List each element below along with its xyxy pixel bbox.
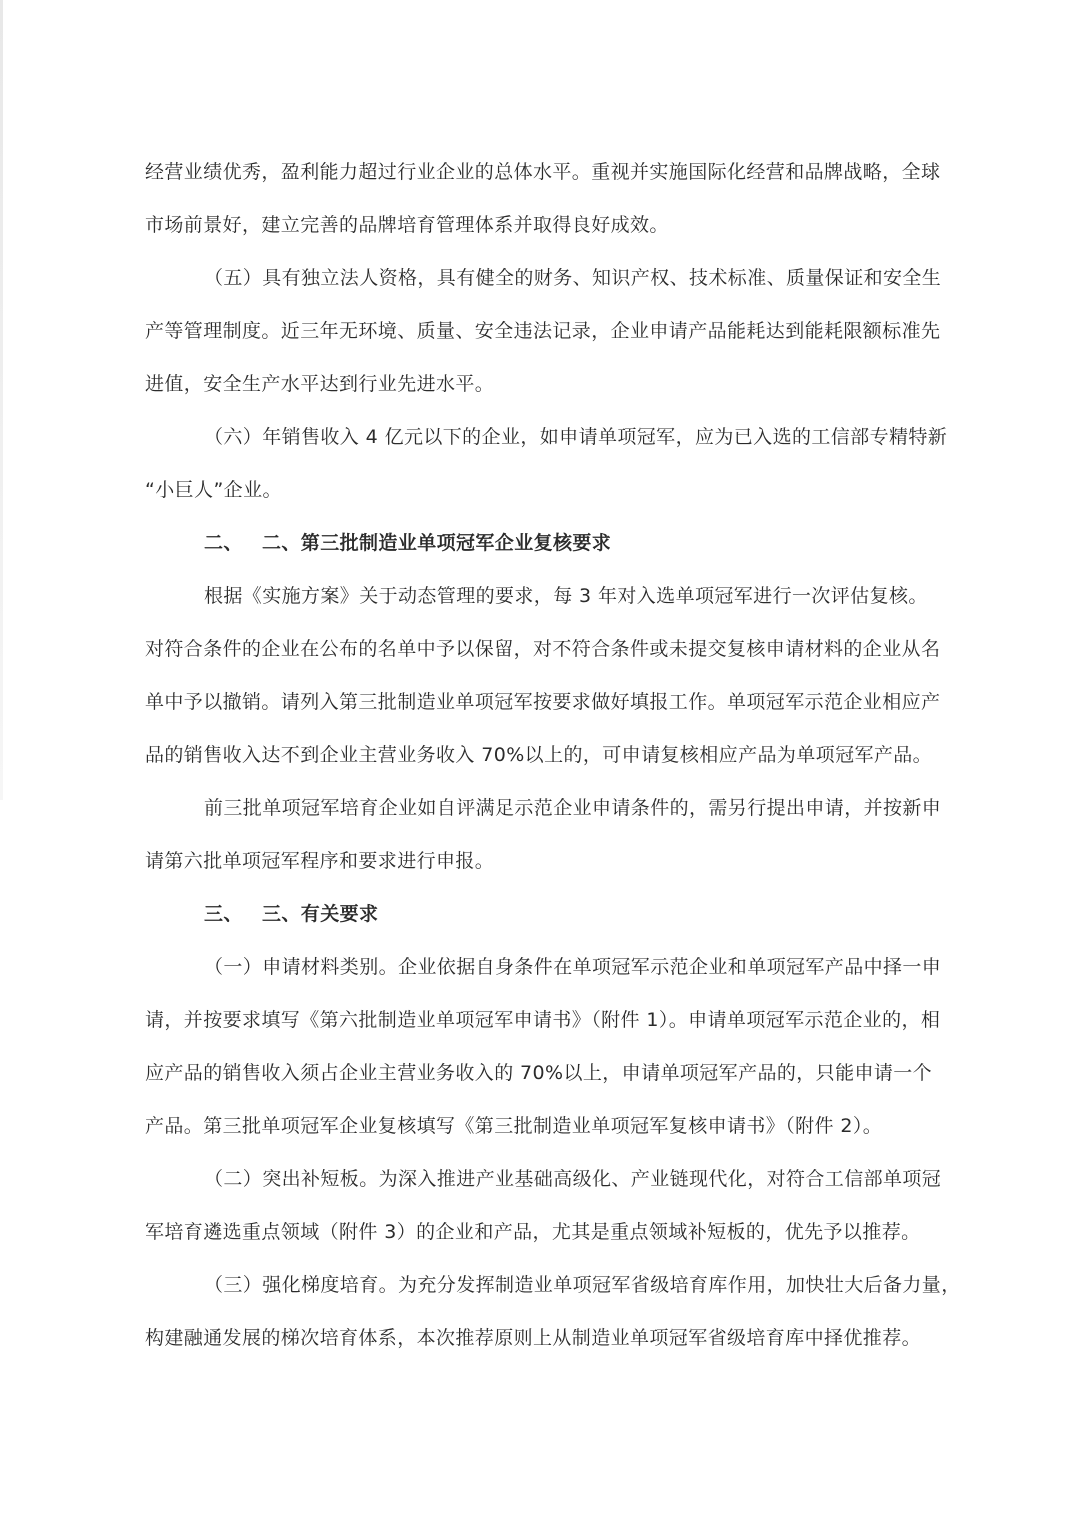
paragraph-2-line-2: 产等管理制度。近三年无环境、质量、安全违法记录，企业申请产品能耗达到能耗限额标准先 [145,320,941,342]
section-heading-3 [204,902,378,926]
paragraph-4-line-2: 对符合条件的企业在公布的名单中予以保留，对不符合条件或未提交复核申请材料的企业从名 [145,638,941,660]
paragraph-1-line-2: 市场前景好，建立完善的品牌培育管理体系并取得良好成效。 [145,214,669,236]
section-heading-3-number: 三、 [204,903,243,925]
paragraph-6-line-1: （一）申请材料类别。企业依据自身条件在单项冠军示范企业和单项冠军产品中择一申 [204,956,942,978]
paragraph-6-line-4: 产品。第三批单项冠军企业复核填写《第三批制造业单项冠军复核申请书》（附件 2）。 [145,1115,883,1137]
section-heading-3-text: 三、有关要求 [262,903,379,925]
paragraph-2-line-3: 进值，安全生产水平达到行业先进水平。 [145,373,495,395]
paragraph-4-line-1: 根据《实施方案》关于动态管理的要求，每 3 年对入选单项冠军进行一次评估复核。 [204,585,928,607]
scan-edge-shadow [0,0,3,800]
section-heading-2 [204,531,611,555]
paragraph-6-line-3: 应产品的销售收入须占企业主营业务收入的 70%以上，申请单项冠军产品的，只能申请一个 [145,1062,933,1084]
paragraph-5-line-1: 前三批单项冠军培育企业如自评满足示范企业申请条件的，需另行提出申请，并按新申 [204,797,942,819]
paragraph-7-line-2: 军培育遴选重点领域（附件 3）的企业和产品，尤其是重点领域补短板的，优先予以推荐。 [145,1221,921,1243]
paragraph-5-line-2: 请第六批单项冠军程序和要求进行申报。 [145,850,495,872]
paragraph-4-line-4: 品的销售收入达不到企业主营业务收入 70%以上的，可申请复核相应产品为单项冠军产品。 [145,744,933,766]
section-heading-2-text: 二、第三批制造业单项冠军企业复核要求 [262,532,612,554]
paragraph-1-line-1: 经营业绩优秀，盈利能力超过行业企业的总体水平。重视并实施国际化经营和品牌战略，全球 [145,161,941,183]
paragraph-3-line-2: “小巨人”企业。 [145,479,282,501]
paragraph-8-line-2: 构建融通发展的梯次培育体系，本次推荐原则上从制造业单项冠军省级培育库中择优推荐。 [145,1327,922,1349]
paragraph-8-line-1: （三）强化梯度培育。为充分发挥制造业单项冠军省级培育库作用，加快壮大后备力量， [204,1274,961,1296]
paragraph-3-line-1: （六）年销售收入 4 亿元以下的企业，如申请单项冠军，应为已入选的工信部专精特新 [204,426,948,448]
section-heading-2-number: 二、 [204,532,243,554]
paragraph-4-line-3: 单中予以撤销。请列入第三批制造业单项冠军按要求做好填报工作。单项冠军示范企业相应产 [145,691,941,713]
paragraph-6-line-2: 请，并按要求填写《第六批制造业单项冠军申请书》（附件 1）。申请单项冠军示范企业的，相 [145,1009,941,1031]
paragraph-7-line-1: （二）突出补短板。为深入推进产业基础高级化、产业链现代化，对符合工信部单项冠 [204,1168,942,1190]
paragraph-2-line-1: （五）具有独立法人资格，具有健全的财务、知识产权、技术标准、质量保证和安全生 [204,267,942,289]
